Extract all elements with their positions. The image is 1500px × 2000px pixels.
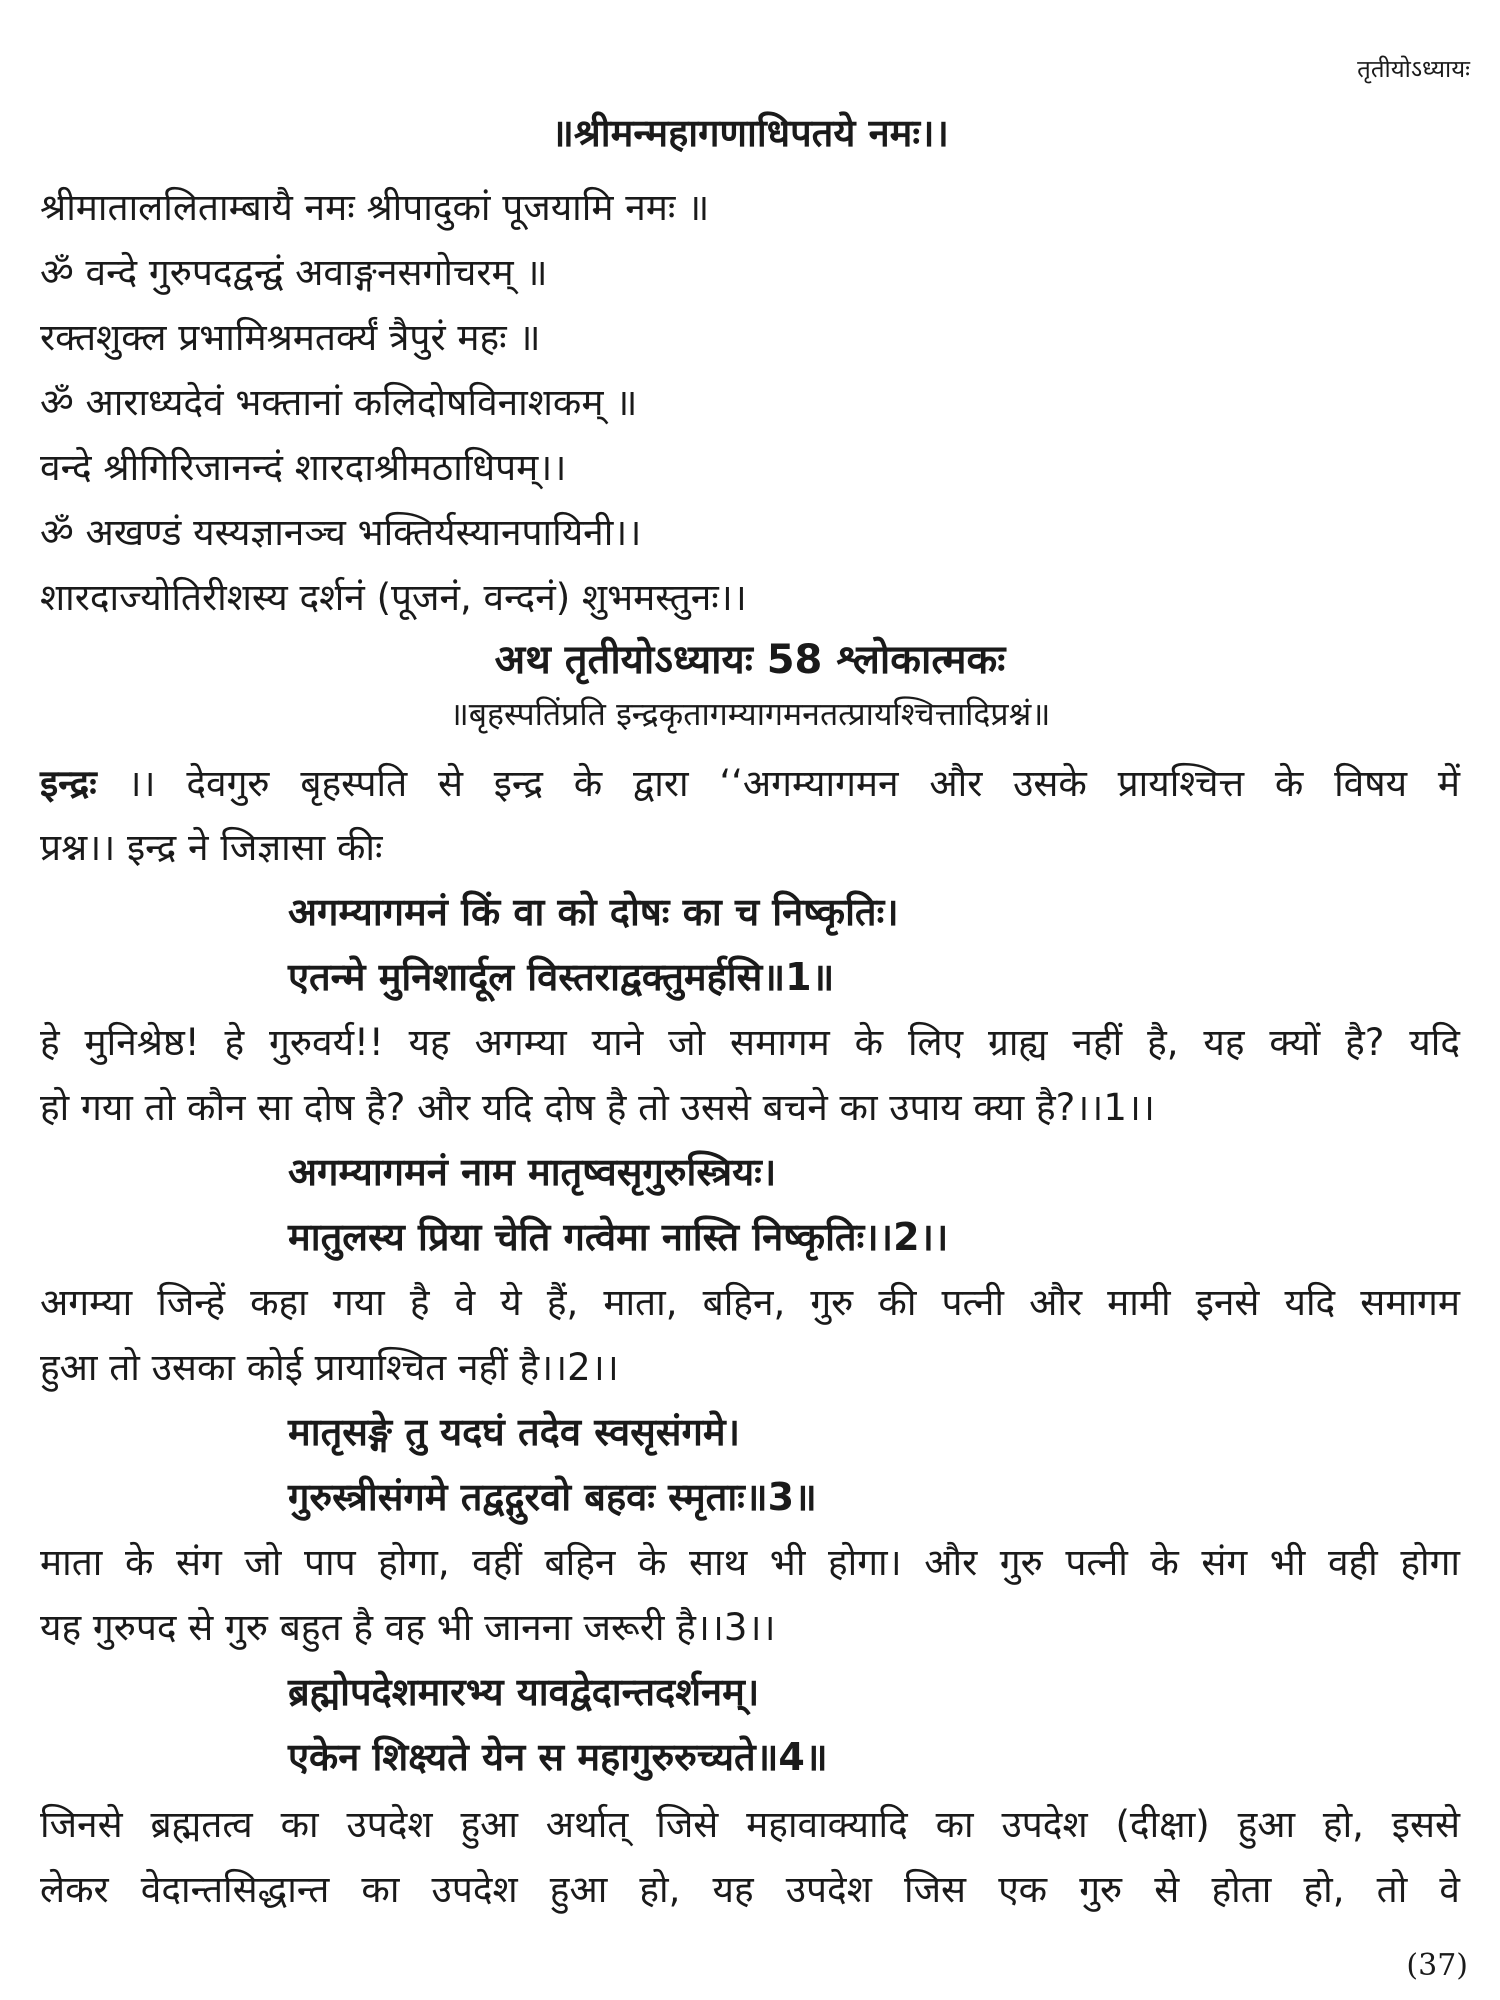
invocation-line: रक्तशुक्ल प्रभामिश्रमतर्क्यं त्रैपुरं महः ॥	[40, 316, 541, 359]
invocation-line: ॐ आराध्यदेवं भक्तानां कलिदोषविनाशकम् ॥	[40, 381, 638, 424]
invocation-title: ॥श्रीमन्महागणाधिपतये नमः।।	[551, 111, 949, 155]
verse-line: मातुलस्य प्रिया चेति गत्वेमा नास्ति निष्कृतिः।।2।।	[288, 1215, 949, 1259]
translation-line: जिनसे ब्रह्मतत्व का उपदेश हुआ अर्थात् जिसे महावाक्यादि का उपदेश (दीक्षा) हुआ हो, इससे	[40, 1803, 1460, 1846]
chapter-subheading: ॥बृहस्पतिंप्रति इन्द्रकृतागम्यागमनतत्प्रायश्चित्तादिप्रश्नं॥	[449, 695, 1051, 733]
translation-line: लेकर वेदान्तसिद्धान्त का उपदेश हुआ हो, यह उपदेश जिस एक गुरु से होता हो, तो वे	[40, 1868, 1460, 1911]
verse-line: एतन्मे मुनिशार्दूल विस्तराद्वक्तुमर्हसि॥1॥	[288, 955, 835, 999]
translation-line: हे मुनिश्रेष्ठ! हे गुरुवर्य!! यह अगम्या याने जो समागम के लिए ग्राह्य नहीं है, यह क्यों है? यदि	[40, 1021, 1460, 1064]
invocation-line: शारदाज्योतिरीशस्य दर्शनं (पूजनं, वन्दनं) शुभमस्तुनः।।	[40, 576, 747, 619]
translation-line: अगम्या जिन्हें कहा गया है वे ये हैं, माता, बहिन, गुरु की पत्नी और मामी इनसे यदि समागम	[40, 1281, 1460, 1324]
verse-line: अगम्यागमनं किं वा को दोषः का च निष्कृतिः।	[288, 890, 899, 934]
intro-line: प्रश्न।। इन्द्र ने जिज्ञासा कीः	[40, 826, 383, 869]
invocation-line: श्रीमाताललिताम्बायै नमः श्रीपादुकां पूजयामि नमः ॥	[40, 186, 710, 229]
intro-text: ।। देवगुरु बृहस्पति से इन्द्र के द्वारा ‘‘अगम्यागमन और उसके प्रायश्चित्त के विषय में	[96, 762, 1460, 805]
verse-line: अगम्यागमनं नाम मातृष्वसृगुरुस्त्रियः।	[288, 1150, 777, 1194]
intro-line	[40, 756, 1460, 807]
speaker-label: इन्द्रः	[40, 762, 97, 805]
invocation-line: ॐ अखण्डं यस्यज्ञानञ्च भक्तिर्यस्यानपायिनी।।	[40, 511, 642, 554]
translation-line: माता के संग जो पाप होगा, वहीं बहिन के साथ भी होगा। और गुरु पत्नी के संग भी वही होगा	[40, 1541, 1460, 1584]
verse-line: गुरुस्त्रीसंगमे तद्वद्गुरवो बहवः स्मृताः॥3॥	[288, 1475, 817, 1519]
chapter-heading: अथ तृतीयोऽध्यायः 58 श्लोकात्मकः	[494, 637, 1006, 683]
translation-line: हुआ तो उसका कोई प्रायाश्चित नहीं है।।2।।	[40, 1346, 619, 1389]
verse-line: ब्रह्मोपदेशमारभ्य यावद्वेदान्तदर्शनम्।	[288, 1670, 760, 1714]
translation-line: हो गया तो कौन सा दोष है? और यदि दोष है तो उससे बचने का उपाय क्या है?।।1।।	[40, 1086, 1155, 1129]
invocation-line: वन्दे श्रीगिरिजानन्दं शारदाश्रीमठाधिपम्।।	[40, 446, 567, 489]
running-header: तृतीयोऽध्यायः	[1357, 55, 1470, 83]
verse-line: मातृसङ्गे तु यदघं तदेव स्वसृसंगमे।	[288, 1410, 740, 1454]
invocation-line: ॐ वन्दे गुरुपदद्वन्द्वं अवाङ्गनसगोचरम् ॥	[40, 251, 548, 294]
translation-line: यह गुरुपद से गुरु बहुत है वह भी जानना जरूरी है।।3।।	[40, 1606, 776, 1649]
verse-line: एकेन शिक्ष्यते येन स महागुरुरुच्यते॥4॥	[288, 1735, 828, 1779]
page-number: (37)	[1406, 1948, 1468, 1983]
